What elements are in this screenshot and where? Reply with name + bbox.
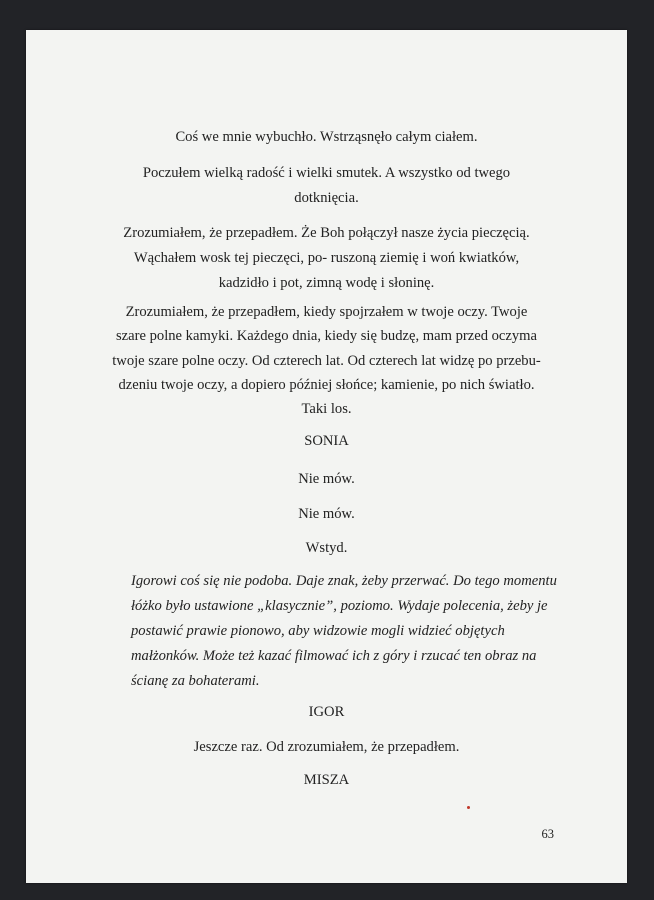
- text-line: Zrozumiałem, że przepadłem. Że Boh połączył nasze życia pieczęcią.: [123, 225, 530, 241]
- text-line: twoje szare polne oczy. Od czterech lat. Od czterech lat widzę po przebu-: [112, 353, 541, 369]
- stage-direction-line: postawić prawie pionowo, aby widzowie mogli widzieć objętych: [131, 623, 505, 639]
- character-name: IGOR: [308, 704, 345, 720]
- character-name: MISZA: [303, 772, 350, 788]
- page-number: 63: [541, 827, 554, 841]
- text-line: Coś we mnie wybuchło. Wstrząsnęło całym ciałem.: [175, 129, 478, 145]
- text-line: dzeniu twoje oczy, a dopiero później słońce; kamienie, po nich światło.: [118, 377, 535, 393]
- text-line: Wstyd.: [305, 540, 348, 556]
- book-page: [26, 30, 627, 883]
- text-line: Nie mów.: [298, 506, 355, 522]
- stage-direction-line: łóżko było ustawione „klasycznie”, poziomo. Wydaje polecenia, żeby je: [131, 598, 548, 614]
- text-line: Nie mów.: [298, 471, 355, 487]
- character-name: SONIA: [304, 433, 349, 449]
- text-line: Poczułem wielką radość i wielki smutek. A wszystko od twego: [142, 165, 511, 181]
- text-line: Wąchałem wosk tej pieczęci, po- ruszoną ziemię i woń kwiatków,: [133, 250, 520, 266]
- stage-direction-line: Igorowi coś się nie podoba. Daje znak, żeby przerwać. Do tego momentu: [131, 573, 557, 589]
- stage-direction-line: małżonków. Może też kazać filmować ich z góry i rzucać ten obraz na: [131, 648, 537, 664]
- text-line: Taki los.: [301, 401, 352, 417]
- ink-speck: [467, 806, 470, 809]
- text-line: Zrozumiałem, że przepadłem, kiedy spojrzałem w twoje oczy. Twoje: [125, 304, 528, 320]
- stage-direction-line: ścianę za bohaterami.: [131, 673, 260, 689]
- text-line: Jeszcze raz. Od zrozumiałem, że przepadłem.: [193, 739, 460, 755]
- text-line: szare polne kamyki. Każdego dnia, kiedy się budzę, mam przed oczyma: [115, 328, 538, 344]
- text-line: kadzidło i pot, zimną wodę i słoninę.: [218, 275, 435, 291]
- text-line: dotknięcia.: [294, 190, 359, 206]
